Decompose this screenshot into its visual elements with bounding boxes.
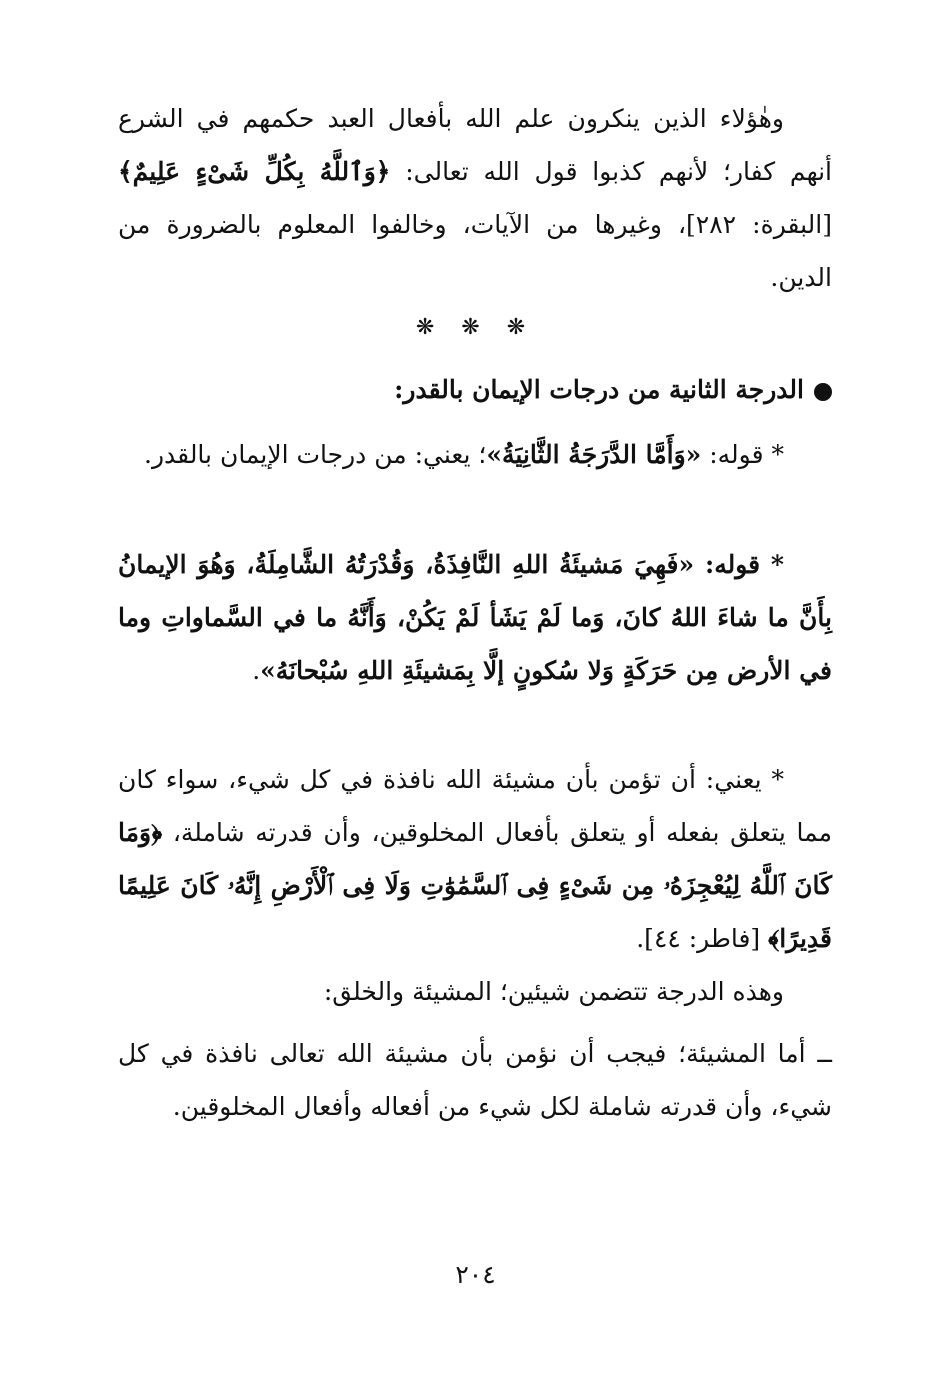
star-marker: *: [763, 440, 784, 469]
paragraph-text: قوله:: [701, 440, 764, 469]
matn-quote: «فَهِيَ مَشيئَةُ اللهِ النَّافِذَةُ، وَقُدْرَتُهُ الشَّامِلَةُ، وَهُوَ الإيمانُ بِأَنَّ ما شاءَ اللهُ كانَ، وَما لَمْ يَشَأ لَمْ يَكُنْ، وَأَنَّهُ ما في السَّماواتِ وما في الأرض مِن حَرَكَةٍ وَلا سُكونٍ إلَّا بِمَشيئَةِ اللهِ سُبْحانَهُ»: [118, 550, 832, 685]
section-ornament: ❋ ❋ ❋: [415, 315, 536, 340]
paragraph-text: قوله:: [694, 550, 761, 579]
paragraph-text: [البقرة: ٢٨٢]، وغيرها من الآيات، وخالفوا المعلوم بالضرورة من الدين.: [118, 210, 832, 292]
star-marker: *: [760, 550, 785, 579]
paragraph-disbelievers-ruling: [118, 92, 832, 304]
matn-quote: «وَأَمَّا الدَّرَجَةُ الثَّانِيَةُ»: [486, 440, 702, 469]
page-number: ٢٠٤: [455, 1260, 496, 1289]
paragraph-text: * يعني: أن تؤمن بأن مشيئة الله نافذة في كل شيء، سواء كان مما يتعلق بفعله أو يتعلق بأفعال المخلوقين، وأن قدرته شاملة،: [118, 765, 832, 847]
quran-verse: ﴿وَٱللَّهُ بِكُلِّ شَىْءٍ عَلِيمٌ﴾: [118, 157, 391, 186]
section-heading: [118, 365, 832, 415]
quran-verse: ﴿وَمَا كَانَ ٱللَّهُ لِيُعْجِزَهُۥ مِن شَىْءٍ فِى ٱلسَّمَٰوَٰتِ وَلَا فِى ٱلْأَرْضِ إِنَّهُۥ كَانَ عَلِيمًا قَدِيرًا﴾: [118, 818, 832, 953]
heading-text: الدرجة الثانية من درجات الإيمان بالقدر:: [394, 375, 804, 404]
paragraph-text: ؛ يعني: من درجات الإيمان بالقدر.: [144, 440, 487, 469]
paragraph-two-things: وهذه الدرجة تتضمن شيئين؛ المشيئة والخلق:: [323, 977, 784, 1006]
paragraph-text: وهٰؤلاء الذين ينكرون علم الله بأفعال العبد حكمهم في الشرع أنهم كفار؛ لأنهم كذبوا قول الله تعالى:: [118, 104, 832, 186]
paragraph-text: [فاطر: ٤٤].: [636, 924, 769, 953]
paragraph-second-degree: [118, 428, 832, 481]
bullet-icon: [814, 383, 832, 401]
paragraph-explanation: [118, 753, 832, 965]
paragraph-will: ــ أما المشيئة؛ فيجب أن نؤمن بأن مشيئة الله تعالى نافذة في كل شيء، وأن قدرته شاملة لكل شيء من أفعاله وأفعال المخلوقين.: [118, 1039, 832, 1121]
paragraph-will-and-power: [118, 538, 832, 697]
paragraph-text: .: [252, 656, 261, 685]
